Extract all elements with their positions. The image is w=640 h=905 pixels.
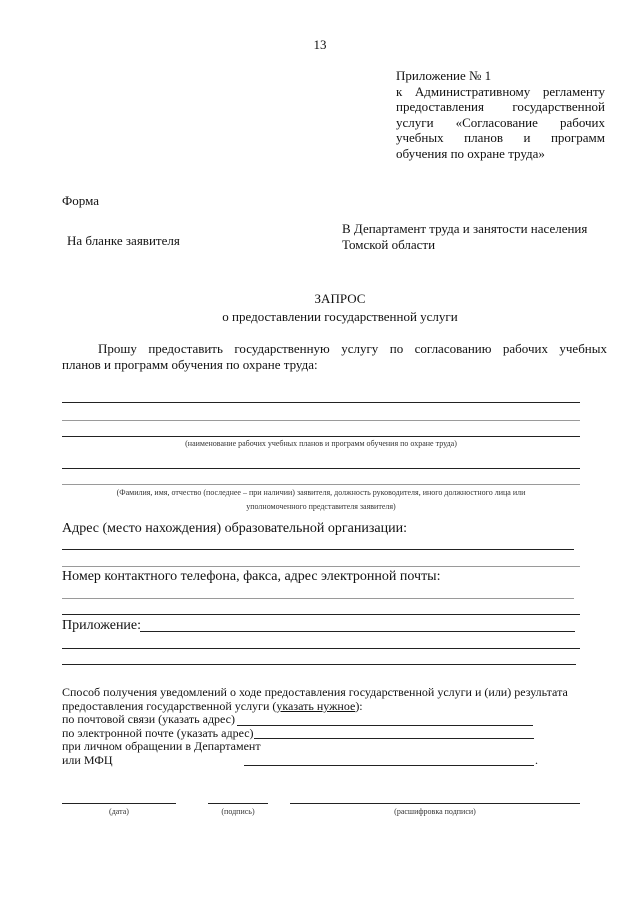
decode-line[interactable]: [290, 803, 580, 804]
option-post-line[interactable]: [237, 725, 533, 726]
appendix-block: [396, 68, 605, 161]
appendix-line: предоставления государственной: [396, 99, 605, 114]
decode-caption: (расшифровка подписи): [394, 807, 476, 816]
signature-caption: (подпись): [221, 807, 255, 816]
contacts-label: Номер контактного телефона, факса, адрес электронной почты:: [62, 569, 441, 584]
notification-prefix: предоставления государственной услуги (: [62, 699, 277, 713]
address-line[interactable]: [62, 549, 574, 550]
notification-underlined: указать нужное: [276, 699, 356, 713]
option-personal-period: .: [535, 753, 538, 767]
appendix-line: к Административному регламенту: [396, 83, 605, 99]
plans-caption: (наименование рабочих учебных планов и программ обучения по охране труда): [185, 439, 457, 448]
form-label: Форма: [62, 193, 99, 208]
date-caption: (дата): [109, 807, 129, 816]
addressee: [342, 221, 612, 252]
addressee-line: В Департамент труда и занятости населения: [342, 221, 588, 236]
contacts-line[interactable]: [62, 614, 580, 615]
request-body-line: Прошу предоставить государственную услугу по согласованию рабочих учебных: [98, 341, 607, 356]
blank-line[interactable]: [62, 402, 580, 403]
option-personal-label: при личном обращении в Департамент: [62, 739, 261, 753]
blank-line[interactable]: [62, 468, 580, 469]
option-email-label: по электронной почте (указать адрес): [62, 726, 254, 740]
attachment-line[interactable]: [140, 631, 575, 632]
appendix-line: обучения по охране труда»: [396, 145, 545, 161]
blank-line[interactable]: [62, 484, 580, 485]
date-line[interactable]: [62, 803, 176, 804]
appendix-line: услуги «Согласование рабочих: [396, 114, 605, 130]
option-post-label: по почтовой связи (указать адрес): [62, 712, 235, 726]
address-line[interactable]: [62, 566, 580, 567]
option-email-line[interactable]: [254, 738, 534, 739]
appendix-title: Приложение № 1: [396, 68, 492, 83]
request-subtitle: о предоставлении государственной услуги: [222, 309, 458, 324]
request-body-line: планов и программ обучения по охране труда:: [62, 357, 318, 372]
contacts-line[interactable]: [62, 598, 574, 599]
appendix-line: учебных планов и программ: [396, 130, 605, 145]
request-title: ЗАПРОС: [314, 291, 366, 306]
letterhead-note: На бланке заявителя: [67, 233, 180, 248]
signature-line[interactable]: [208, 803, 268, 804]
address-label: Адрес (место нахождения) образовательной организации:: [62, 521, 407, 536]
applicant-caption: уполномоченного представителя заявителя): [246, 502, 396, 511]
attachment-label: Приложение:: [62, 618, 142, 633]
option-personal-line[interactable]: [244, 765, 534, 766]
notification-line: Способ получения уведомлений о ходе предоставления государственной услуги и (или) результата: [62, 685, 568, 699]
attachment-line[interactable]: [62, 648, 580, 649]
option-personal-label: или МФЦ: [62, 753, 113, 767]
notification-suffix: ):: [355, 699, 363, 713]
blank-line[interactable]: [62, 420, 580, 421]
blank-line[interactable]: [62, 436, 580, 437]
attachment-line[interactable]: [62, 664, 576, 665]
applicant-caption: (Фамилия, имя, отчество (последнее – при наличии) заявителя, должность руководителя, иного должностного лица или: [116, 488, 526, 497]
addressee-line: Томской области: [342, 236, 436, 252]
page-number: 13: [313, 37, 327, 52]
